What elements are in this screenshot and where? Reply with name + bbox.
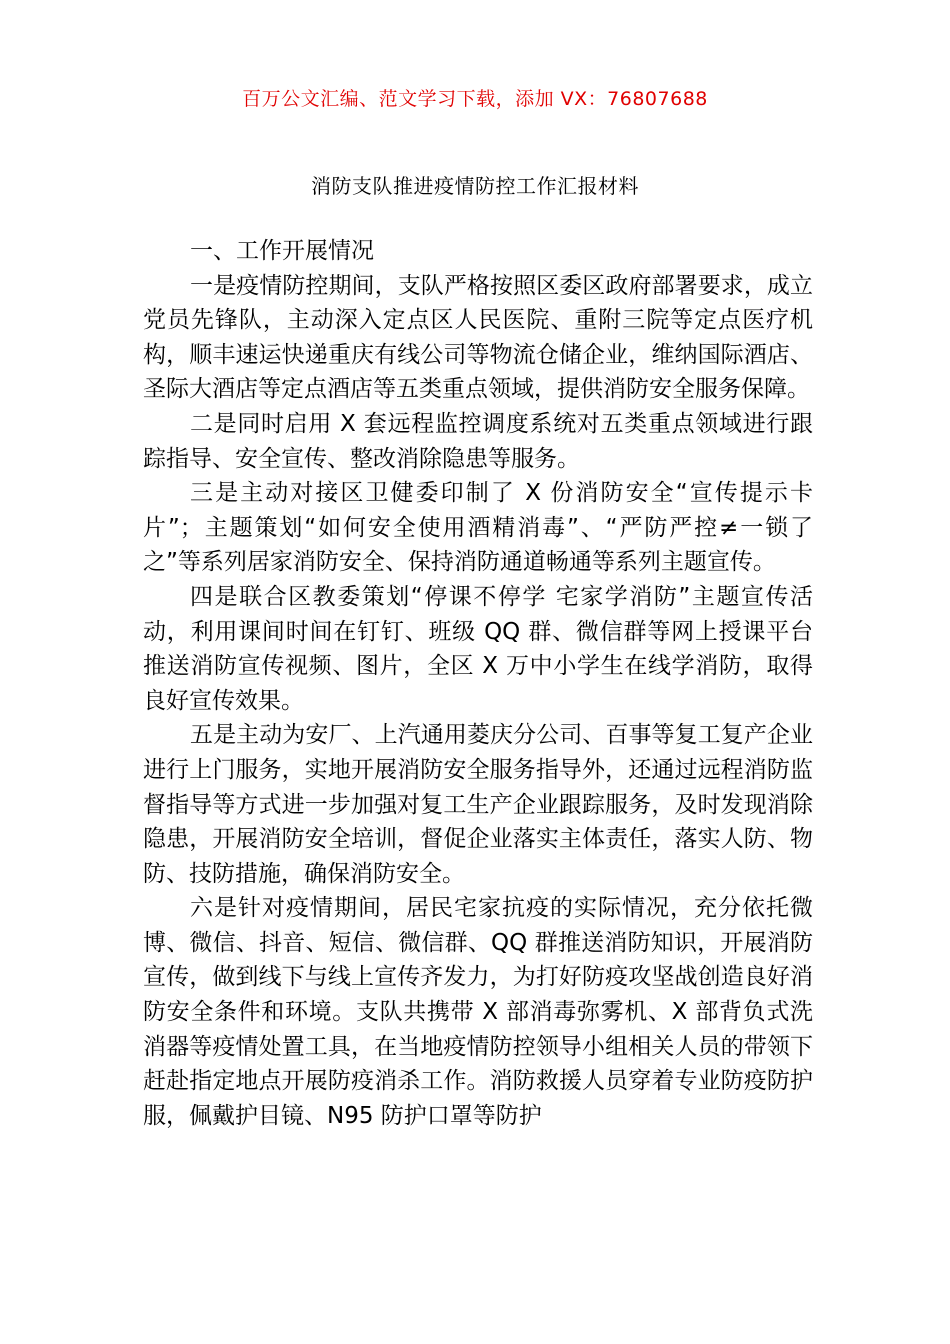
promo-header: 百万公文汇编、范文学习下载，添加 VX：76807688 bbox=[242, 88, 708, 110]
document-body bbox=[143, 234, 813, 1133]
paragraph: 五是主动为安厂、上汽通用菱庆分公司、百事等复工复产企业进行上门服务，实地开展消防安全服务指导外，还通过远程消防监督指导等方式进一步加强对复工生产企业跟踪服务，及时发现消除隐患，开展消防安全培训，督促企业落实主体责任，落实人防、物防、技防措施，确保消防安全。 bbox=[143, 722, 813, 887]
paragraph: 一是疫情防控期间，支队严格按照区委区政府部署要求，成立党员先锋队，主动深入定点区人民医院、重附三院等定点医疗机构，顺丰速运快递重庆有线公司等物流仓储企业，维纳国际酒店、圣际大酒店等定点酒店等五类重点领域，提供消防安全服务保障。 bbox=[143, 272, 813, 403]
paragraph: 三是主动对接区卫健委印制了 X 份消防安全“宣传提示卡片”；主题策划“如何安全使用酒精消毒”、“严防严控≠一锁了之”等系列居家消防安全、保持消防通道畅通等系列主题宣传。 bbox=[143, 480, 813, 576]
paragraph: 二是同时启用 X 套远程监控调度系统对五类重点领域进行跟踪指导、安全宣传、整改消除隐患等服务。 bbox=[143, 410, 813, 472]
paragraph: 四是联合区教委策划“停课不停学 宅家学消防”主题宣传活动，利用课间时间在钉钉、班级 QQ 群、微信群等网上授课平台推送消防宣传视频、图片，全区 X 万中小学生在线学消防，取得良好宣传效果。 bbox=[143, 583, 813, 714]
document-title: 消防支队推进疫情防控工作汇报材料 bbox=[311, 174, 639, 198]
paragraph: 六是针对疫情期间，居民宅家抗疫的实际情况，充分依托微博、微信、抖音、短信、微信群、QQ 群推送消防知识，开展消防宣传，做到线下与线上宣传齐发力，为打好防疫攻坚战创造良好消防安全条件和环境。支队共携带 X 部消毒弥雾机、X 部背负式洗消器等疫情处置工具，在当地疫情防控领导小组相关人员的带领下赶赴指定地点开展防疫消杀工作。消防救援人员穿着专业防疫防护服，佩戴护目镜、N95 防护口罩等防护 bbox=[143, 895, 813, 1129]
section-heading: 一、工作开展情况 bbox=[190, 238, 374, 264]
